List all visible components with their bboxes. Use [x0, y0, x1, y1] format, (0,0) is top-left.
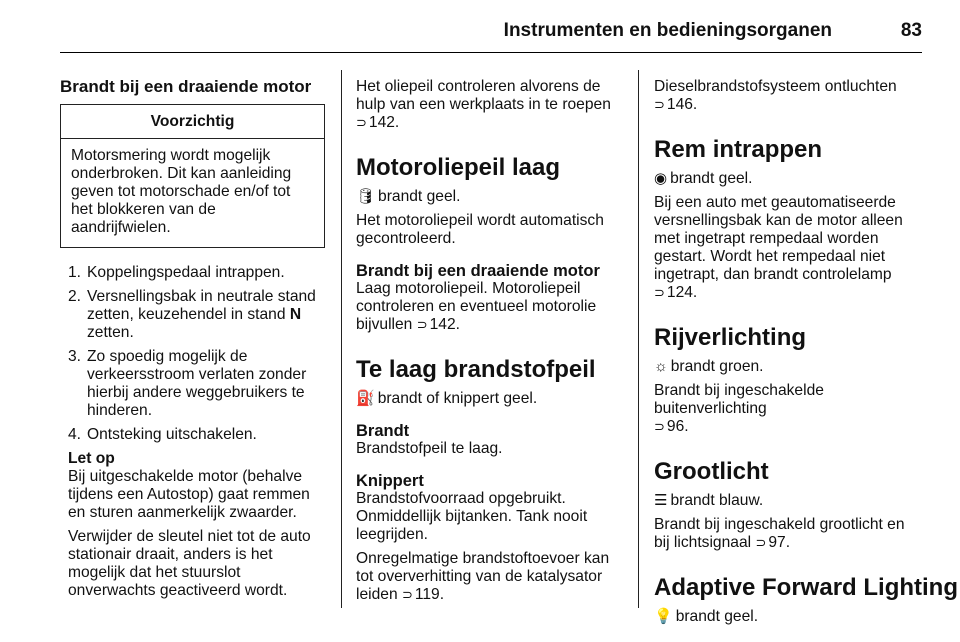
subsection-heading: Brandt bij een draaiende motor — [356, 262, 600, 280]
page-reference[interactable]: 119. — [414, 586, 445, 603]
page-reference[interactable]: 124. — [666, 284, 698, 301]
paragraph: Dieselbrandstofsysteem ontluchten ⊃ 146. — [654, 78, 897, 113]
paragraph: Het oliepeil controleren alvorens de hulp van een werkplaats in te roepen ⊃ 142. — [356, 78, 611, 131]
page-reference[interactable]: 96. — [666, 418, 689, 435]
note-text-2: Verwijder de sleutel niet tot de auto stationair draait, anders is het mogelijk dat het stuurslot onverwachts geactiveerd wordt. — [68, 528, 311, 599]
page-header — [60, 0, 922, 53]
list-item: 1. Koppelingspedaal intrappen. — [68, 264, 285, 281]
high-beam-icon: ☰ — [654, 492, 668, 509]
page-number: 83 — [900, 20, 922, 41]
column-left — [60, 78, 325, 600]
page-reference[interactable]: 97. — [768, 534, 791, 551]
column-divider — [638, 70, 639, 608]
paragraph: Brandstofpeil te laag. — [356, 440, 503, 457]
warning-text: Motorsmering wordt mogelijk onderbroken. Dit kan aanleiding geven tot motorschade en/of tot het blokkeren van de aandrijfwielen. — [71, 147, 292, 236]
side-lights-icon: ☼ — [654, 358, 668, 375]
page-title: Instrumenten en bedieningsorganen — [503, 20, 832, 41]
list-item: 3. Zo spoedig mogelijk de verkeersstroom verlaten zonder hierbij andere weggebruikers te hinderen. — [68, 348, 307, 419]
paragraph: Laag motoroliepeil. Motoroliepeil controleren en eventueel motorolie bijvullen ⊃ 142. — [356, 280, 597, 333]
afl-lamp-icon: 💡 — [654, 608, 673, 625]
paragraph: Brandt bij ingeschakelde buitenverlichting ⊃ 96. — [654, 382, 824, 435]
paragraph: Onregelmatige brandstoftoevoer kan tot oververhitting van de katalysator leiden ⊃ 119. — [356, 550, 610, 603]
subsection-heading: Knippert — [356, 472, 424, 490]
list-item: 2. Versnellingsbak in neutrale stand zetten, keuzehendel in stand N zetten. — [68, 288, 316, 341]
column-middle: Het oliepeil controleren alvorens de hulp van een werkplaats in te roepen ⊃ 142. Motoroliepeil laag 🛢 brandt geel. Het motoroliepeil wordt automatisch gecontroleerd. Brandt bij een draaiende motor Laag motoroliepeil. Motoroliepeil controleren en eventueel motorolie bijvullen ⊃ 142. Te laag brandstofpeil ⛽ brandt of knippert geel. Brandt Brandstofpeil te laag. Knippert Brandstofvoorraad opgebruikt. Onmiddellijk bijtanken. Tank nooit leegrijden. Onregelmatige brandstoftoevoer kan tot oververhitting van de katalysator leiden ⊃ 119. — [356, 78, 621, 604]
section-heading: Grootlicht — [654, 458, 769, 485]
paragraph: Brandstofvoorraad opgebruikt. Onmiddellijk bijtanken. Tank nooit leegrijden. — [356, 490, 588, 543]
reference-arrow-icon[interactable]: ⊃ — [755, 535, 767, 550]
section-heading: Rijverlichting — [654, 324, 807, 351]
warning-title: Voorzichtig — [61, 105, 324, 139]
page-reference[interactable]: 146. — [666, 96, 698, 113]
warning-box — [60, 104, 325, 248]
reference-arrow-icon[interactable]: ⊃ — [654, 97, 665, 112]
paragraph: Bij een auto met geautomatiseerde versnellingsbak kan de motor alleen met ingetrapt rempedaal worden gestart. Wordt het rempedaal niet ingetrapt, dan brandt controlelamp ⊃ 124. — [654, 194, 903, 301]
list-item: 4. Ontsteking uitschakelen. — [68, 426, 257, 443]
note-title: Let op — [68, 450, 115, 467]
reference-arrow-icon[interactable]: ⊃ — [356, 115, 367, 130]
reference-arrow-icon[interactable]: ⊃ — [654, 285, 665, 300]
section-heading: Motoroliepeil laag — [356, 154, 561, 181]
section-heading: Brandt bij een draaiende motor — [60, 77, 312, 96]
section-heading: Te laag brandstofpeil — [356, 356, 596, 383]
reference-arrow-icon[interactable]: ⊃ — [416, 317, 428, 332]
subsection-heading: Brandt — [356, 422, 410, 440]
paragraph: Brandt bij ingeschakeld grootlicht en bij lichtsignaal ⊃ 97. — [654, 516, 905, 551]
page-reference[interactable]: 142. — [368, 114, 400, 131]
fuel-pump-icon: ⛽ — [356, 390, 375, 407]
paragraph: Het motoroliepeil wordt automatisch gecontroleerd. — [356, 212, 604, 247]
section-heading: Adaptive Forward Lighting — [654, 574, 958, 601]
column-right: Dieselbrandstofsysteem ontluchten ⊃ 146. Rem intrappen ◉ brandt geel. Bij een auto met geautomatiseerde versnellingsbak kan de motor alleen met ingetrapt rempedaal worden gestart. Wordt het rempedaal niet ingetrapt, dan brandt controlelamp ⊃ 124. Rijverlichting ☼ brandt groen. Brandt bij ingeschakelde buitenverlichting ⊃ 96. Grootlicht ☰ brandt blauw. Brandt bij ingeschakeld grootlicht en bij lichtsignaal ⊃ 97. Adaptive Forward Lighting 💡 brandt geel. — [654, 78, 958, 625]
note-text: Bij uitgeschakelde motor (behalve tijdens een Autostop) gaat remmen en sturen aanmerkelijk zwaarder. — [68, 468, 310, 521]
steps-list — [60, 264, 325, 444]
page-reference[interactable]: 142. — [429, 316, 460, 333]
section-heading: Rem intrappen — [654, 136, 823, 163]
column-divider — [341, 70, 342, 608]
reference-arrow-icon[interactable]: ⊃ — [654, 419, 665, 434]
oil-can-icon: 🛢 — [356, 188, 376, 205]
reference-arrow-icon[interactable]: ⊃ — [401, 587, 413, 602]
brake-pedal-icon: ◉ — [654, 170, 668, 187]
note-block — [60, 450, 325, 600]
